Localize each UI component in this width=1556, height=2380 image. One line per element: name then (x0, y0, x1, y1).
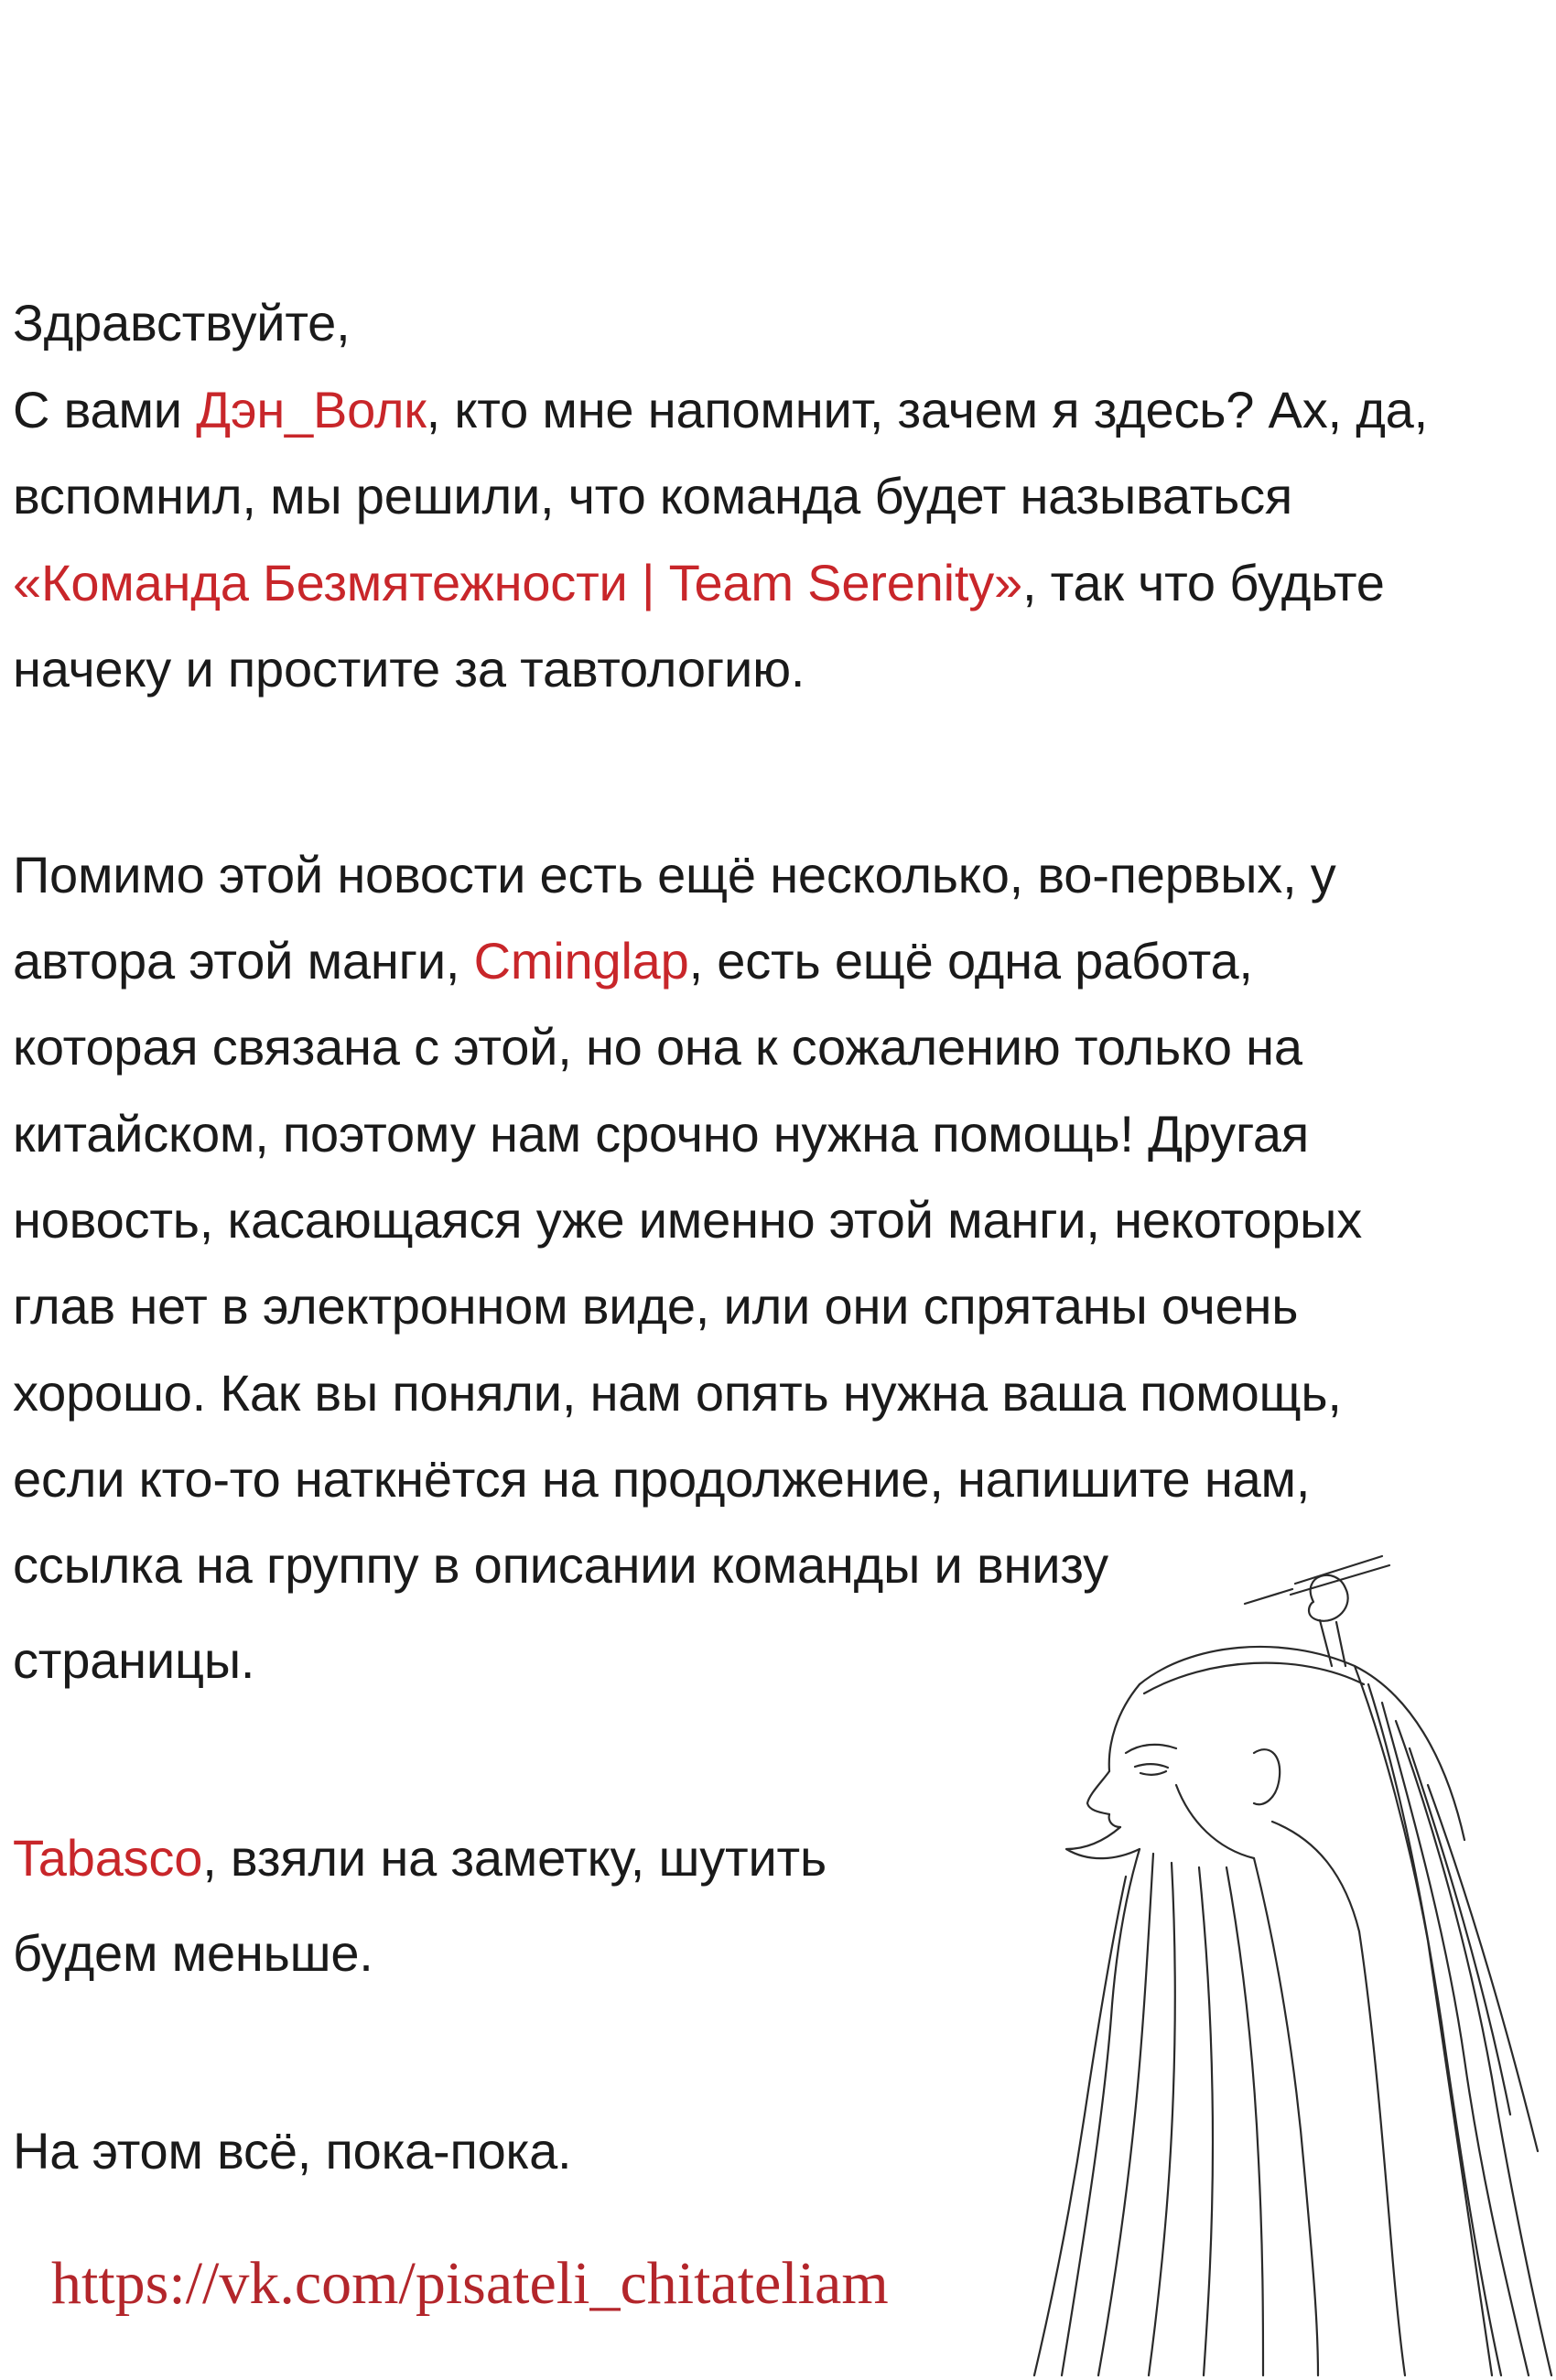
tabasco-name: Tabasco (13, 1829, 203, 1887)
greeting-line (13, 291, 350, 355)
tabasco-text-2: будем меньше. (13, 1924, 373, 1982)
bearded-sage-sketch-icon (952, 1547, 1556, 2380)
author-name-den-volk: Дэн_Волк (196, 381, 427, 438)
intro-line-3 (13, 551, 1385, 615)
intro-text: С вами (13, 381, 197, 438)
team-name: «Команда Безмятежности | Team Serenity» (13, 554, 1022, 611)
news-line-8 (13, 1447, 1310, 1511)
news-text-1: Помимо этой новости есть ещё несколько, во-первых, у (13, 846, 1336, 903)
news-line-1 (13, 843, 1336, 907)
news-line-7 (13, 1361, 1342, 1425)
news-text-5: новость, касающаяся уже именно этой манги, некоторых (13, 1191, 1363, 1249)
intro-text-3: , так что будьте (1021, 554, 1385, 611)
greeting-text: Здравствуйте, (13, 294, 351, 352)
news-text-9: ссылка на группу в описании команды и внизу (13, 1536, 1108, 1594)
news-line-10 (13, 1628, 254, 1693)
news-line-9 (13, 1533, 1108, 1597)
news-text-3: которая связана с этой, но она к сожалению только на (13, 1018, 1302, 1076)
closing-text: На этом всё, пока-пока. (13, 2122, 572, 2180)
group-link[interactable]: https://vk.com/pisateli_chitateliam (51, 2250, 889, 2317)
news-text-2a: автора этой манги, (13, 932, 474, 990)
news-line-2 (13, 929, 1253, 993)
news-text-2b: , есть ещё одна работа, (688, 932, 1253, 990)
tabasco-line-1 (13, 1826, 827, 1890)
tabasco-line-2 (13, 1921, 373, 1985)
intro-line-4 (13, 637, 805, 701)
intro-text-2: вспомнил, мы решили, что команда будет называться (13, 467, 1292, 525)
news-text-4: китайском, поэтому нам срочно нужна помощь! Другая (13, 1105, 1310, 1163)
tabasco-text: , взяли на заметку, шутить (202, 1829, 827, 1887)
manga-author-name: Cminglap (473, 932, 689, 990)
news-text-7: хорошо. Как вы поняли, нам опять нужна ваша помощь, (13, 1364, 1342, 1422)
news-text-8: если кто-то наткнётся на продолжение, напишите нам, (13, 1450, 1311, 1508)
news-line-6 (13, 1274, 1298, 1338)
news-text-6: глав нет в электронном виде, или они спрятаны очень (13, 1277, 1299, 1335)
intro-text-cont: , кто мне напомнит, зачем я здесь? Ах, да, (426, 381, 1428, 438)
news-line-4 (13, 1102, 1309, 1166)
news-line-3 (13, 1015, 1302, 1079)
news-line-5 (13, 1188, 1362, 1252)
intro-line-2 (13, 464, 1292, 528)
intro-text-4: начеку и простите за тавтологию. (13, 640, 805, 698)
closing-line (13, 2119, 571, 2183)
intro-line-1 (13, 378, 1428, 442)
news-text-10: страницы. (13, 1631, 255, 1689)
